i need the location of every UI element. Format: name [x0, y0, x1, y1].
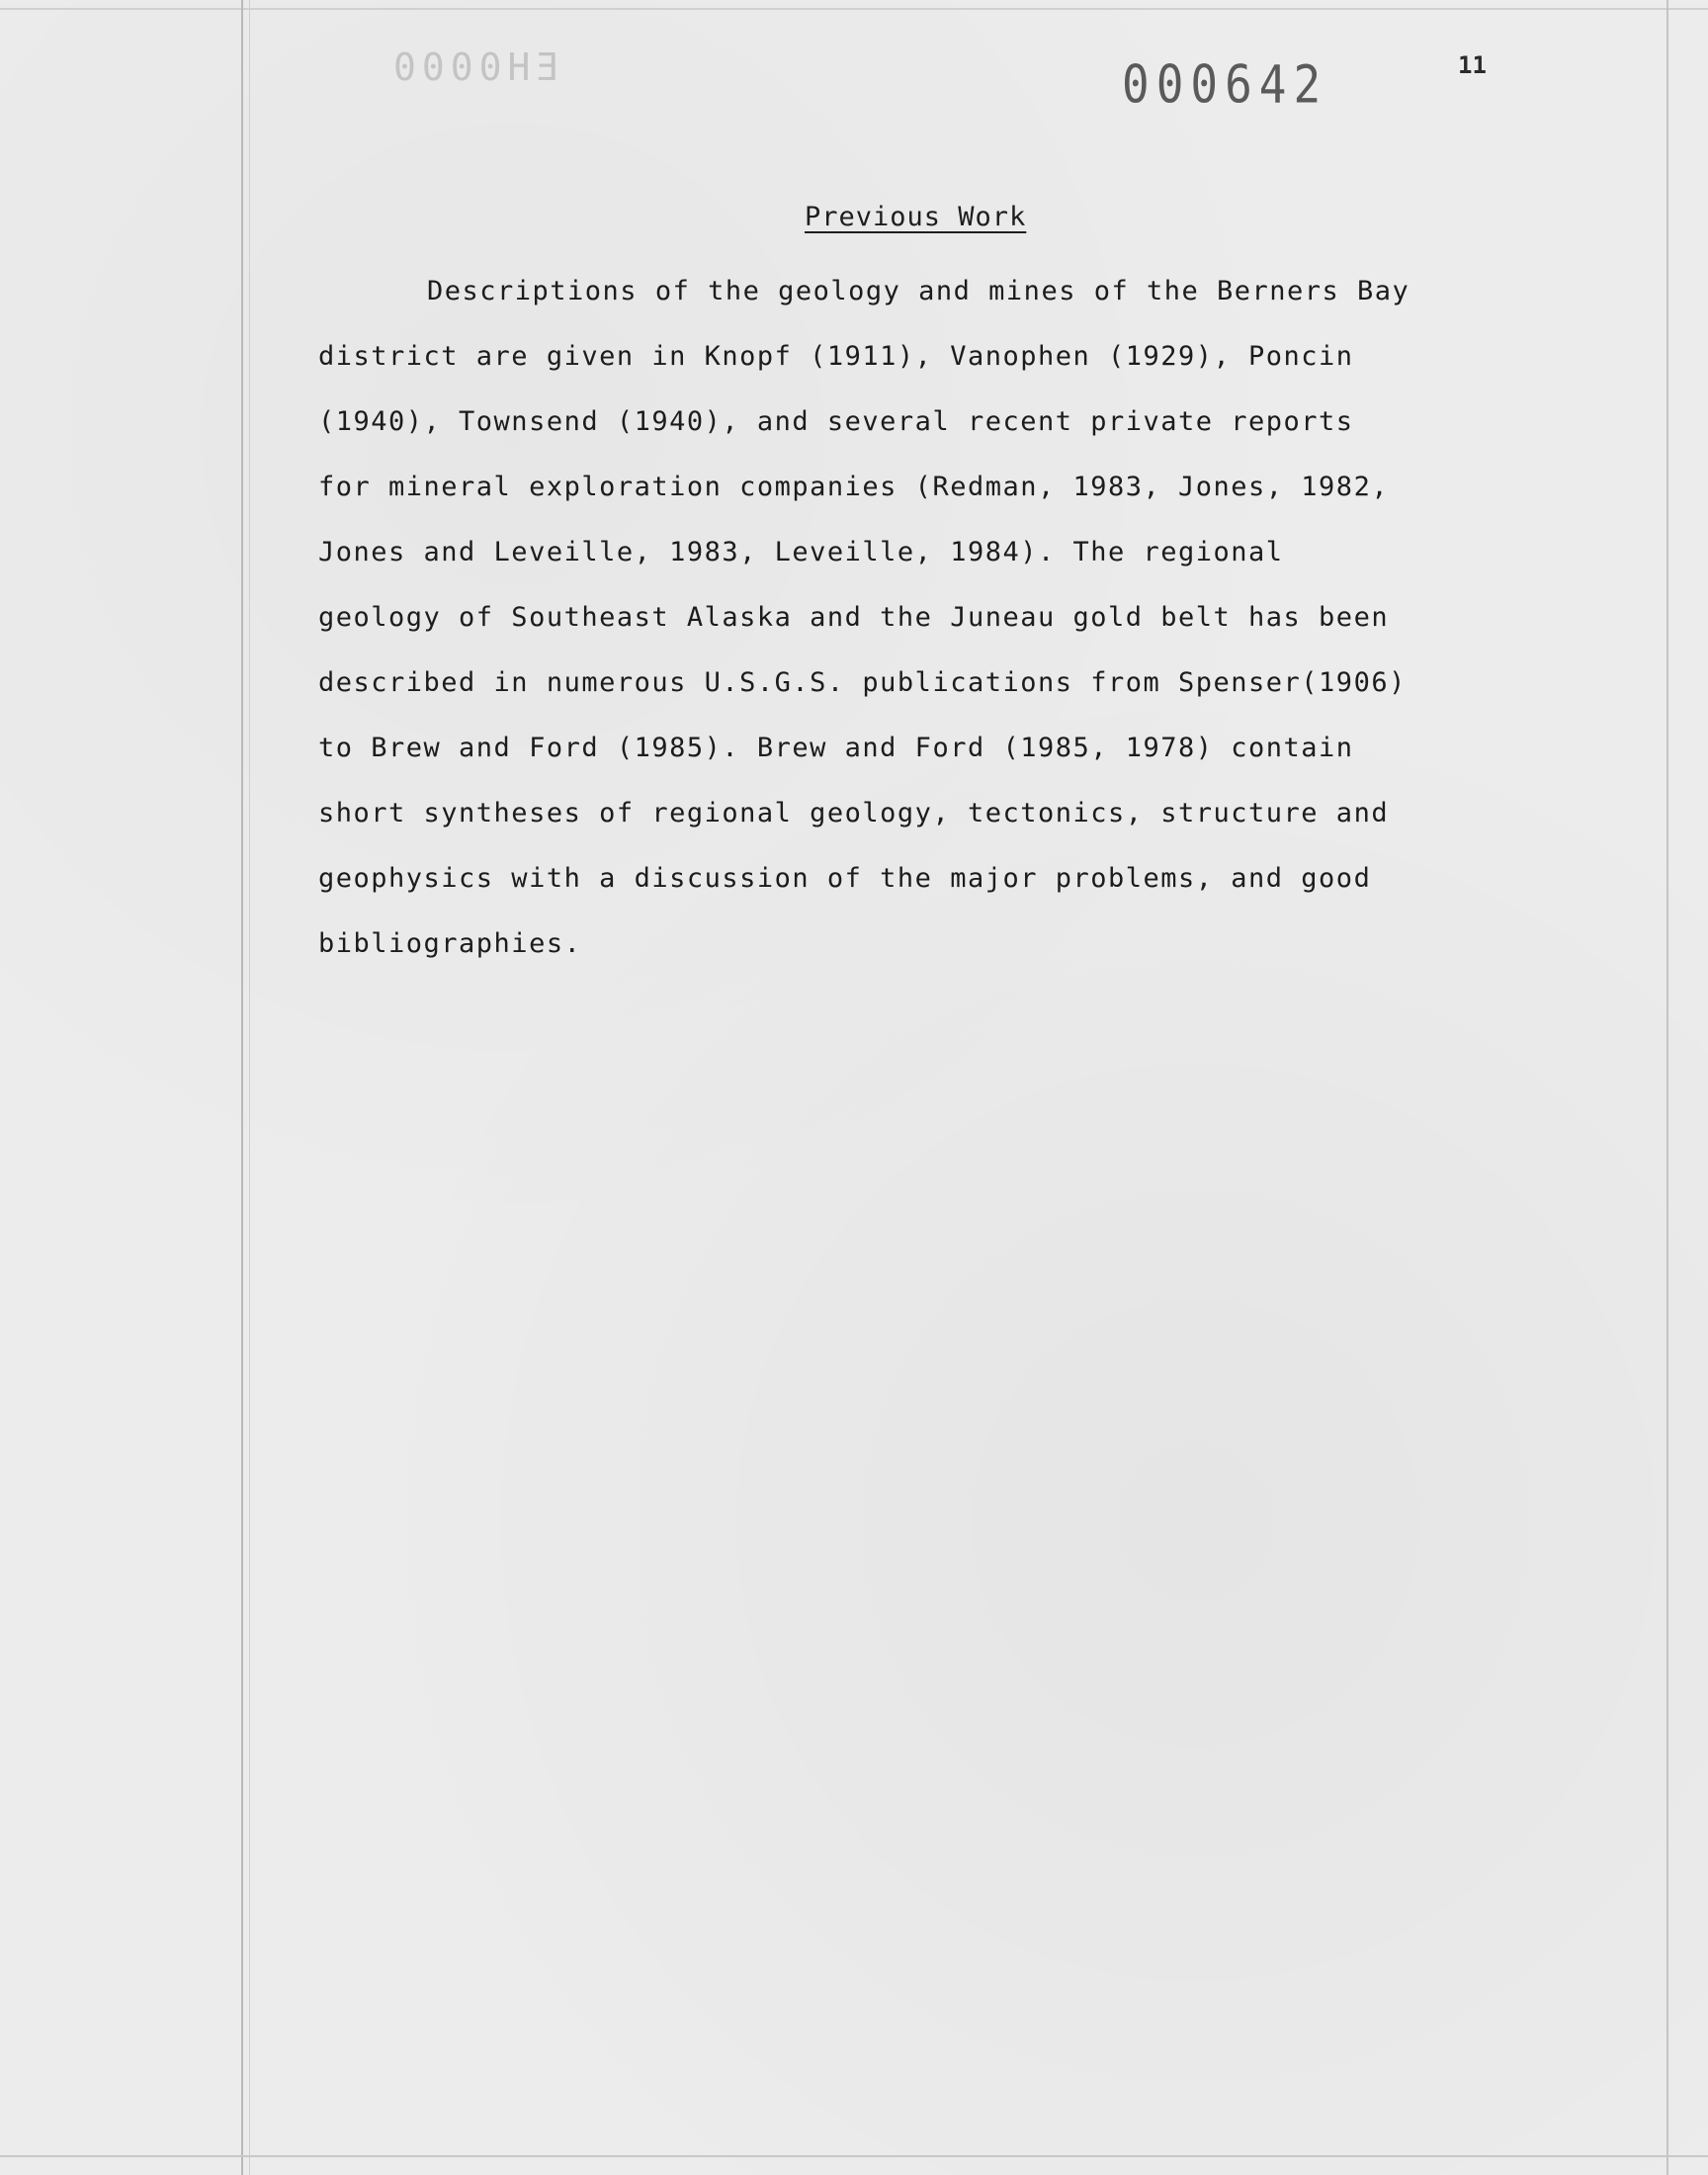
scan-bottom-edge	[0, 2155, 1708, 2157]
paragraph-line: geophysics with a discussion of the major problems, and good	[318, 863, 1372, 894]
paragraph-line: district are given in Knopf (1911), Vanophen (1929), Poncin	[318, 341, 1354, 372]
paragraph-line: for mineral exploration companies (Redman, 1983, Jones, 1982,	[318, 472, 1390, 502]
paragraph-line: geology of Southeast Alaska and the Juneau gold belt has been	[318, 602, 1390, 633]
page-number: 11	[1458, 51, 1487, 79]
paragraph-line: bibliographies.	[318, 928, 582, 959]
paragraph-line: (1940), Townsend (1940), and several recent private reports	[318, 406, 1354, 437]
ghost-bleedthrough-stamp: EH0000	[387, 45, 559, 89]
paragraph-line: Jones and Leveille, 1983, Leveille, 1984). The regional	[318, 537, 1284, 567]
paragraph-line: described in numerous U.S.G.S. publications from Spenser(1906)	[318, 667, 1407, 698]
scan-right-edge	[1666, 0, 1668, 2175]
binding-margin-line-secondary	[249, 0, 250, 2175]
scan-top-edge	[0, 8, 1708, 10]
paragraph-line: to Brew and Ford (1985). Brew and Ford (1985, 1978) contain	[318, 733, 1354, 763]
paragraph-line: short syntheses of regional geology, tectonics, structure and	[318, 798, 1390, 828]
paragraph-line: Descriptions of the geology and mines of the Berners Bay	[427, 276, 1410, 306]
body-paragraph	[318, 259, 1554, 977]
section-heading: Previous Work	[805, 202, 1027, 232]
document-stamp-number: 000642	[1122, 52, 1328, 116]
binding-margin-line	[241, 0, 243, 2175]
